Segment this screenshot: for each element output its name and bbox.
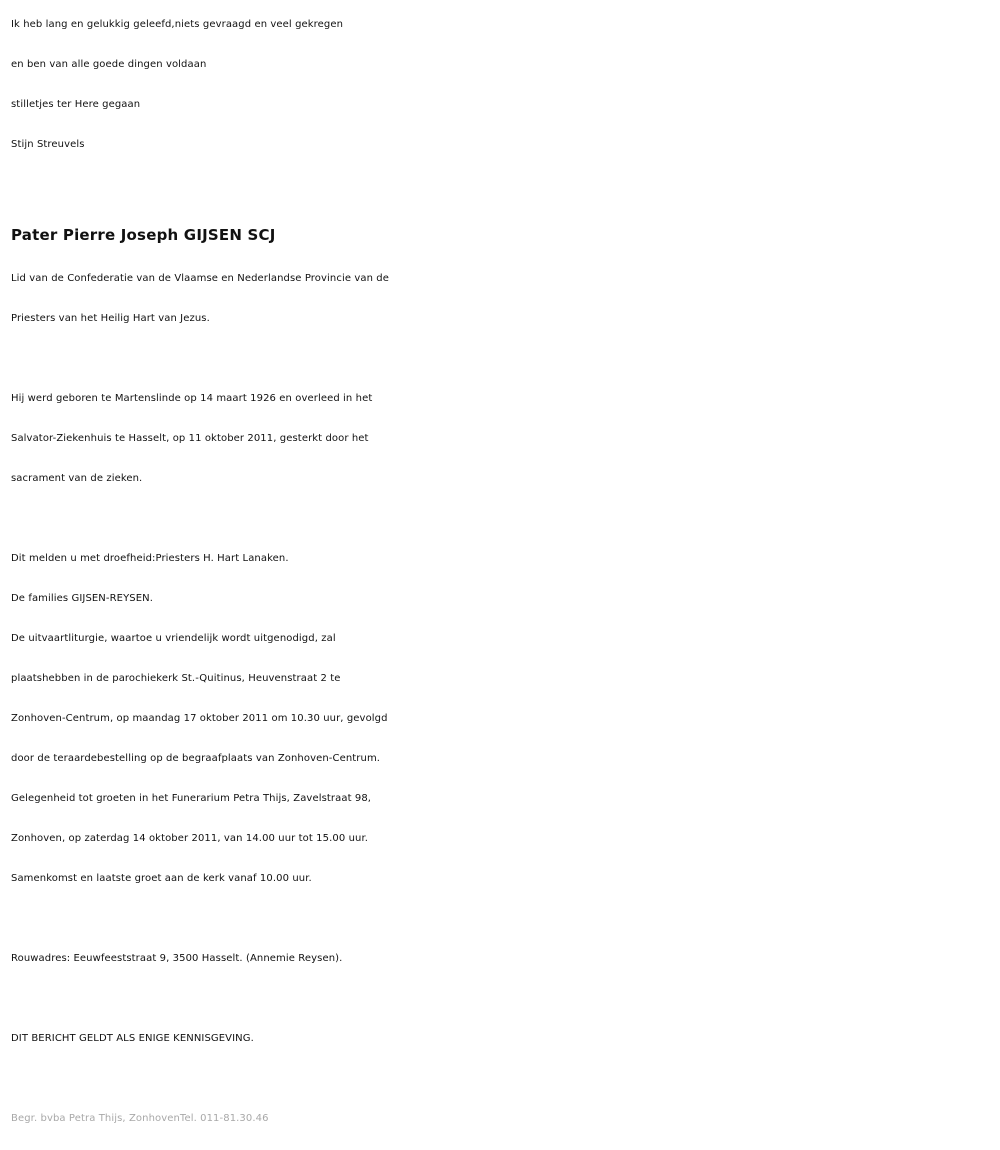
paragraph-line: sacrament van de zieken. (11, 473, 143, 484)
announcement-paragraph (11, 539, 996, 899)
paragraph-line: Dit melden u met droefheid:Priesters H. Hart Lanaken. (11, 553, 289, 564)
paragraph-line: Hij werd geboren te Martenslinde op 14 maart 1926 en overleed in het (11, 393, 373, 404)
notice-statement: DIT BERICHT GELDT ALS ENIGE KENNISGEVING. (11, 1033, 254, 1044)
paragraph-line: Lid van de Confederatie van de Vlaamse en Nederlandse Provincie van de (11, 273, 390, 284)
paragraph-gap (11, 899, 996, 939)
deceased-name-heading: Pater Pierre Joseph GIJSEN SCJ (11, 226, 276, 244)
paragraph-gap (11, 499, 996, 539)
poem-line: Ik heb lang en gelukkig geleefd,niets gevraagd en veel gekregen (11, 19, 344, 30)
poem-author: Stijn Streuvels (11, 139, 85, 150)
paragraph-line: Priesters van het Heilig Hart van Jezus. (11, 313, 210, 324)
paragraph-gap (11, 339, 996, 379)
paragraph-line: plaatshebben in de parochiekerk St.-Quitinus, Heuvenstraat 2 te (11, 673, 341, 684)
paragraph-line: Salvator-Ziekenhuis te Hasselt, op 11 oktober 2011, gesterkt door het (11, 433, 369, 444)
paragraph-gap (11, 979, 996, 1019)
obituary-document (11, 0, 996, 1139)
membership-paragraph (11, 259, 996, 339)
birth-death-paragraph (11, 379, 996, 499)
paragraph-line: De uitvaartliturgie, waartoe u vriendelijk wordt uitgenodigd, zal (11, 633, 336, 644)
poem-line: stilletjes ter Here gegaan (11, 99, 141, 110)
undertaker-footer: Begr. bvba Petra Thijs, ZonhovenTel. 011-81.30.46 (11, 1113, 269, 1124)
paragraph-line: door de teraardebestelling op de begraafplaats van Zonhoven-Centrum. (11, 753, 381, 764)
poem-line: en ben van alle goede dingen voldaan (11, 59, 207, 70)
paragraph-line: Gelegenheid tot groeten in het Funerarium Petra Thijs, Zavelstraat 98, (11, 793, 372, 804)
paragraph-line: Zonhoven, op zaterdag 14 oktober 2011, van 14.00 uur tot 15.00 uur. (11, 833, 369, 844)
paragraph-line: Samenkomst en laatste groet aan de kerk vanaf 10.00 uur. (11, 873, 312, 884)
paragraph-gap (11, 1059, 996, 1099)
poem-quote (11, 5, 996, 165)
mourning-address: Rouwadres: Eeuwfeeststraat 9, 3500 Hasselt. (Annemie Reysen). (11, 953, 343, 964)
paragraph-line: Zonhoven-Centrum, op maandag 17 oktober 2011 om 10.30 uur, gevolgd (11, 713, 388, 724)
paragraph-line: De families GIJSEN-REYSEN. (11, 593, 153, 604)
